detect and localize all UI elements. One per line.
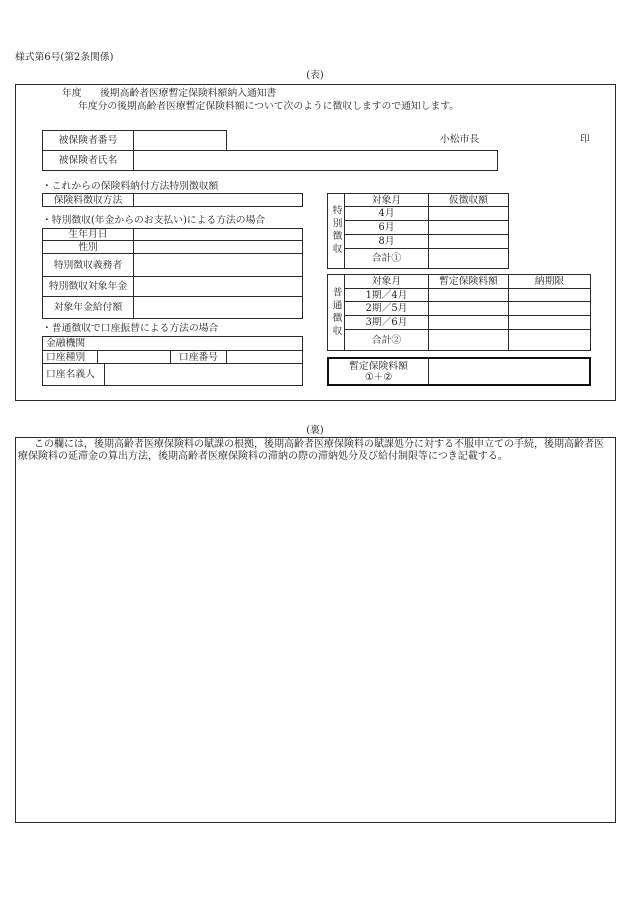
notice-intro: 年度分の後期高齢者医療暫定保険料額について次のように徴収しますので通知します。 bbox=[78, 101, 460, 112]
issuer-name: 小松市長 bbox=[440, 134, 480, 145]
target-pension-field bbox=[133, 276, 303, 297]
target-pension-label: 特別徴収対象年金 bbox=[42, 276, 134, 297]
total-label-line1: 暫定保険料額 bbox=[349, 360, 408, 372]
ordinary-period-cell: 2期／5月 bbox=[344, 301, 429, 316]
account-number-field bbox=[226, 350, 303, 364]
ordinary-amount-cell bbox=[428, 301, 509, 316]
ordinary-side-text: 普通徴収 bbox=[330, 286, 342, 339]
ordinary-due-cell bbox=[508, 301, 591, 316]
insured-number-field bbox=[133, 130, 227, 151]
ordinary-due-cell bbox=[508, 315, 591, 330]
account-number-label: 口座番号 bbox=[170, 350, 227, 364]
insured-name-field bbox=[133, 150, 498, 171]
ordinary-due-cell bbox=[508, 288, 591, 302]
provisional-total-cell bbox=[428, 248, 509, 269]
payment-method-label: 保険料徴収方法 bbox=[42, 193, 134, 207]
ordinary-header-due: 納期限 bbox=[508, 274, 591, 289]
total-label bbox=[329, 359, 429, 384]
gender-label: 性別 bbox=[42, 240, 134, 254]
payment-method-field bbox=[133, 193, 303, 207]
ordinary-total-label: 合計② bbox=[344, 329, 429, 351]
provisional-month-cell: 4月 bbox=[344, 206, 429, 221]
provisional-month-cell: 8月 bbox=[344, 234, 429, 249]
ordinary-side-label bbox=[327, 274, 345, 351]
provisional-side-text: 特別徴収 bbox=[330, 205, 342, 257]
provisional-amount-cell bbox=[428, 206, 509, 221]
back-panel bbox=[15, 437, 616, 823]
special-collection-heading: ・特別徴収(年金からのお支払い)による方法の場合 bbox=[42, 215, 266, 226]
provisional-amount-cell bbox=[428, 234, 509, 249]
total-label-line2: ①＋② bbox=[364, 371, 393, 383]
ordinary-amount-cell bbox=[428, 315, 509, 330]
payment-method-heading: ・これからの保険料納付方法特別徴収額 bbox=[42, 181, 219, 192]
insured-name-label: 被保険者氏名 bbox=[42, 150, 134, 171]
withholding-agent-field bbox=[133, 253, 303, 277]
form-number: 様式第6号(第2条関係) bbox=[15, 52, 114, 63]
ordinary-amount-cell bbox=[428, 288, 509, 302]
total-box bbox=[327, 357, 591, 386]
ordinary-header-month: 対象月 bbox=[344, 274, 429, 289]
provisional-month-cell: 6月 bbox=[344, 220, 429, 235]
pension-amount-field bbox=[133, 296, 303, 319]
provisional-header-amount: 仮徴収額 bbox=[428, 193, 509, 207]
notice-title: 後期高齢者医療暫定保険料額納入通知書 bbox=[100, 88, 277, 99]
seal-mark: 印 bbox=[580, 134, 590, 145]
account-type-field bbox=[97, 350, 171, 364]
notice-year-label: 年度 bbox=[62, 88, 82, 99]
back-side-label: (裏) bbox=[306, 425, 324, 436]
ordinary-period-cell: 1期／4月 bbox=[344, 288, 429, 302]
ordinary-period-cell: 3期／6月 bbox=[344, 315, 429, 330]
withholding-agent-label: 特別徴収義務者 bbox=[42, 253, 134, 277]
provisional-side-label bbox=[327, 193, 345, 269]
back-note: この欄には，後期高齢者医療保険料の賦課の根拠，後期高齢者医療保険料の賦課処分に対する不服申立ての手続，後期高齢者医療保険料の延滞金の算出方法，後期高齢者医療保険料の滞納の際の滞納処分及び給付制限等につき記載する。 bbox=[18, 439, 604, 462]
provisional-header-month: 対象月 bbox=[344, 193, 429, 207]
provisional-total-label: 合計① bbox=[344, 248, 429, 269]
bank-label: 金融機関 bbox=[42, 336, 303, 351]
provisional-amount-cell bbox=[428, 220, 509, 235]
birthdate-label: 生年月日 bbox=[42, 228, 134, 241]
total-value-field bbox=[429, 359, 589, 384]
ordinary-header-amount: 暫定保険料額 bbox=[428, 274, 509, 289]
account-holder-label: 口座名義人 bbox=[42, 363, 105, 386]
ordinary-total-amount-cell bbox=[428, 329, 509, 351]
insured-number-label: 被保険者番号 bbox=[42, 130, 134, 151]
gender-field bbox=[133, 240, 303, 254]
account-type-label: 口座種別 bbox=[42, 350, 98, 364]
account-transfer-heading: ・普通徴収で口座振替による方法の場合 bbox=[42, 323, 219, 334]
account-holder-field bbox=[104, 363, 303, 386]
ordinary-total-due-cell bbox=[508, 329, 591, 351]
pension-amount-label: 対象年金給付額 bbox=[42, 296, 134, 319]
front-side-label: (表) bbox=[306, 70, 324, 81]
